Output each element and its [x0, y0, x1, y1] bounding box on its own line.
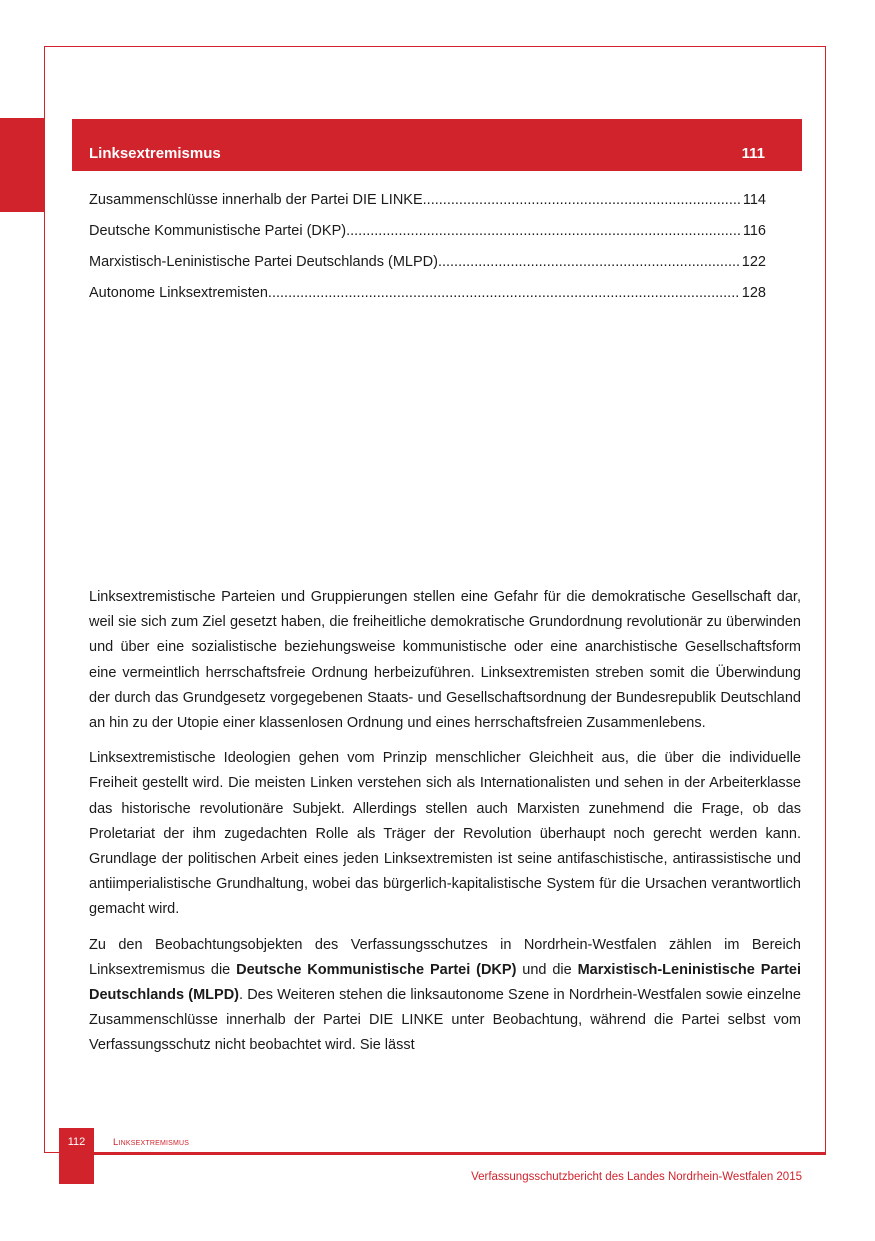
- toc-entry-page: 114: [742, 192, 766, 208]
- body-text: [89, 585, 801, 1069]
- toc-entry[interactable]: [89, 192, 766, 223]
- mlpd-name-bold: Marxistisch-Leninistische Partei Deutschlands (MLPD): [89, 961, 802, 1004]
- paragraph-3-text-a: Zu den Beobachtungsobjekten des Verfassungsschutzes in Nordrhein-Westfalen zählen im Bereich Linksextremismus die: [89, 936, 801, 978]
- toc-entry-label: Zusammenschlüsse innerhalb der Partei DIE LINKE: [89, 192, 423, 208]
- footer-section-name: Linksextremismus: [113, 1137, 190, 1148]
- paragraph-2: Linksextremistische Ideologien gehen vom Prinzip menschlicher Gleichheit aus, die über die individuelle Freiheit gestellt wird. Die meisten Linken verstehen sich als Internationalisten und sehen in der Arbeiterklasse das historische revolutionäre Subjekt. Allerdings stellen auch Marxisten zunehmend die Frage, ob das Proletariat der ihm zugedachten Rolle als Träger der Revolution überhaupt noch gerecht werden kann. Grundlage der politischen Arbeit eines jeden Linksextremisten ist seine antifaschistische, antirassistische und antiimperialistische Grundhaltung, wobei das bürgerlich-kapitalistische System für die Ursachen verantwortlich gemacht wird.: [89, 750, 801, 918]
- toc-entry-label: Autonome Linksextremisten: [89, 285, 268, 301]
- chapter-title: Linksextremismus: [89, 145, 221, 162]
- chapter-tab-marker: [0, 118, 44, 212]
- footer-divider: [94, 1153, 826, 1155]
- footer-publication-title: Verfassungsschutzbericht des Landes Nordrhein-Westfalen 2015: [471, 1171, 802, 1183]
- dkp-name-bold: Deutsche Kommunistische Partei (DKP): [236, 961, 517, 978]
- toc-entry-page: 116: [742, 223, 766, 239]
- toc-leader-dots: [346, 223, 741, 239]
- footer-page-number: 112: [67, 1136, 86, 1148]
- paragraph-1: Linksextremistische Parteien und Gruppierungen stellen eine Gefahr für die demokratische Gesellschaft dar, weil sie sich zum Ziel gesetzt haben, die freiheitliche demokratische Grundordnung revolutionär zu überwinden und über eine sozialistische beziehungsweise kommunistische oder eine anarchistische Gesellschaftsform eine vermeintlich herrschaftsfreie Ordnung herbeizuführen. Linksextremisten streben somit die Überwindung der durch das Grundgesetz vorgegebenen Staats- und Gesellschaftsordnung der Bundesrepublik Deutschland an hin zu der Utopie einer klassenlosen Ordnung und eines herrschaftsfreien Zusammenlebens.: [89, 589, 801, 732]
- toc-entry-page: 128: [741, 285, 766, 301]
- paragraph-3-text-c: und die: [516, 961, 578, 978]
- table-of-contents: [89, 192, 766, 316]
- paragraph-3: [89, 933, 801, 1059]
- toc-leader-dots: [268, 285, 740, 301]
- chapter-page-number: 111: [741, 145, 765, 162]
- chapter-header-banner: [72, 119, 802, 171]
- toc-entry-label: Marxistisch-Leninistische Partei Deutschlands (MLPD): [89, 254, 438, 270]
- toc-entry-label: Deutsche Kommunistische Partei (DKP): [89, 223, 347, 239]
- toc-entry[interactable]: [89, 223, 766, 254]
- toc-entry[interactable]: [89, 285, 766, 316]
- toc-leader-dots: [423, 192, 741, 208]
- paragraph-3-text-e: . Des Weiteren stehen die linksautonome Szene in Nordrhein-Westfalen sowie einzelne Zusammenschlüsse innerhalb der Partei DIE LINKE unter Beobachtung, während die Partei selbst vom Verfassungsschutz nicht beobachtet wird. Sie lässt: [89, 987, 801, 1054]
- toc-leader-dots: [438, 254, 740, 270]
- toc-entry-page: 122: [741, 254, 766, 270]
- toc-entry[interactable]: [89, 254, 766, 285]
